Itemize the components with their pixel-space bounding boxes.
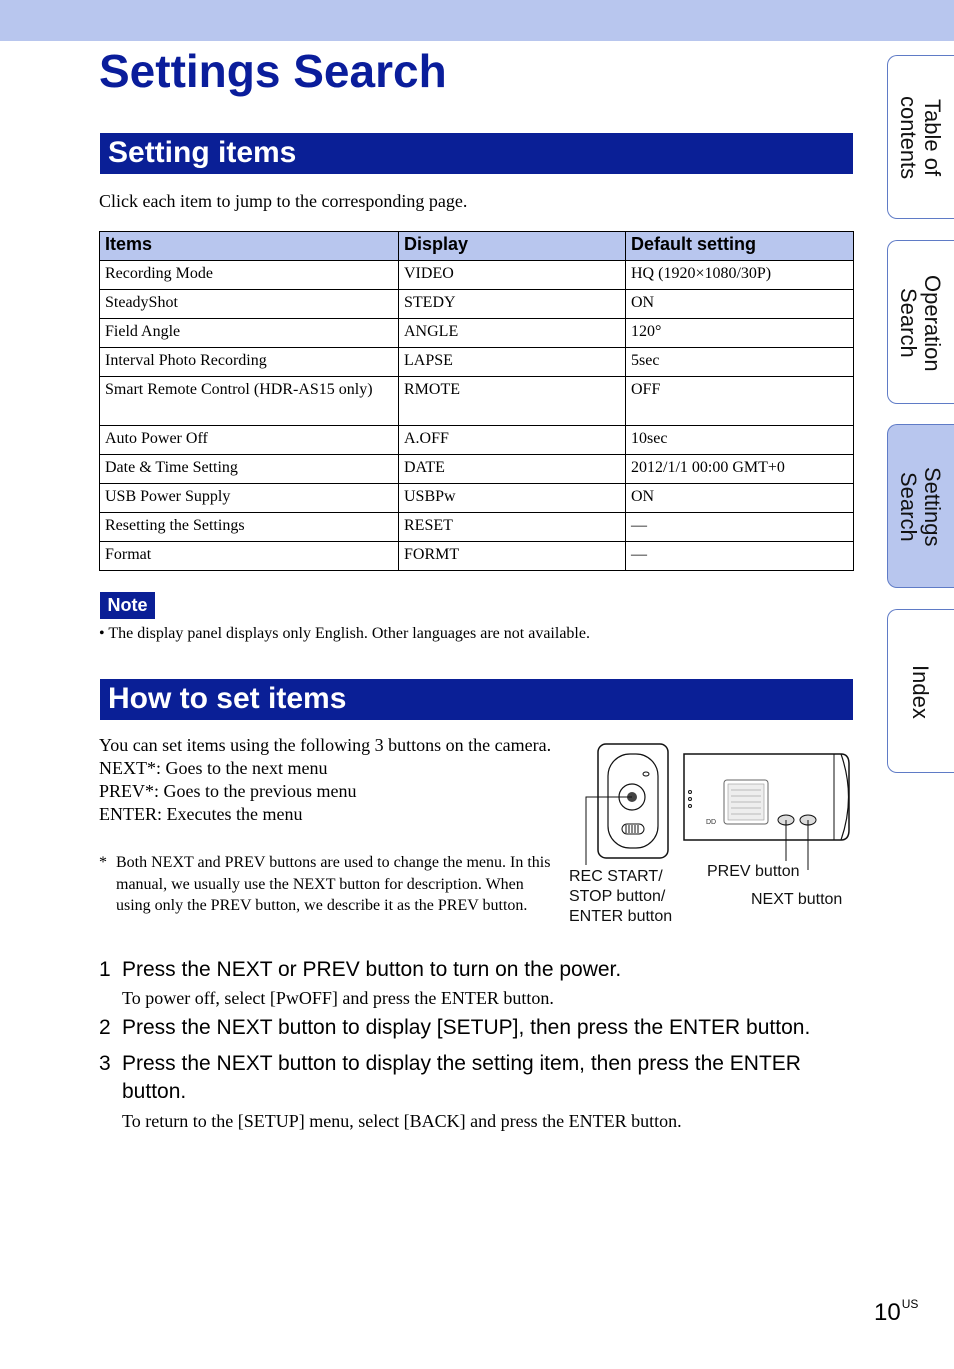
- page-title: Settings Search: [99, 45, 447, 97]
- item-cell[interactable]: Resetting the Settings: [100, 513, 399, 542]
- next-button-label: NEXT button: [751, 891, 843, 908]
- table-row[interactable]: [100, 290, 854, 319]
- step-1: [99, 956, 857, 984]
- rec-button-label-1: REC START/: [569, 868, 663, 885]
- intro-text: Click each item to jump to the corresponding page.: [99, 191, 468, 211]
- column-header-items: Items: [100, 232, 399, 261]
- step-number: 3: [99, 1052, 111, 1075]
- display-cell: A.OFF: [399, 426, 626, 455]
- item-cell[interactable]: USB Power Supply: [100, 484, 399, 513]
- table-row[interactable]: [100, 319, 854, 348]
- column-header-display: Display: [399, 232, 626, 261]
- default-cell: —: [626, 513, 854, 542]
- display-cell: FORMT: [399, 542, 626, 571]
- table-row[interactable]: [100, 513, 854, 542]
- column-header-default: Default setting: [626, 232, 854, 261]
- step-text: Press the NEXT button to display the setting item, then press the ENTER button.: [122, 1052, 801, 1103]
- item-cell[interactable]: SteadyShot: [100, 290, 399, 319]
- table-row[interactable]: [100, 377, 854, 426]
- default-cell: ON: [626, 290, 854, 319]
- item-cell[interactable]: Interval Photo Recording: [100, 348, 399, 377]
- tab-table-of-contents[interactable]: [887, 55, 954, 219]
- footnote: [99, 852, 559, 917]
- section-heading-setting-items: Setting items: [100, 133, 853, 174]
- default-cell: ON: [626, 484, 854, 513]
- top-header-bar: [0, 0, 954, 41]
- item-cell[interactable]: Date & Time Setting: [100, 455, 399, 484]
- item-cell[interactable]: Recording Mode: [100, 261, 399, 290]
- camera-diagram: [566, 740, 856, 930]
- item-cell[interactable]: Field Angle: [100, 319, 399, 348]
- display-cell: ANGLE: [399, 319, 626, 348]
- display-cell: RESET: [399, 513, 626, 542]
- rec-button-label-2: STOP button/: [569, 888, 666, 905]
- camera-illustration: [566, 740, 856, 870]
- display-cell: STEDY: [399, 290, 626, 319]
- note-text: • The display panel displays only English. Other languages are not available.: [99, 625, 590, 642]
- tab-label: Settings Search: [896, 467, 945, 547]
- how-to-line: PREV*: Goes to the previous menu: [99, 781, 357, 801]
- table-row[interactable]: [100, 484, 854, 513]
- tab-label: Table of contents: [896, 96, 945, 180]
- item-cell[interactable]: Format: [100, 542, 399, 571]
- page-number: [874, 1289, 918, 1328]
- step-3: [99, 1050, 857, 1106]
- default-cell: 5sec: [626, 348, 854, 377]
- step-2: [99, 1014, 857, 1042]
- step-text: Press the NEXT or PREV button to turn on the power.: [122, 958, 622, 981]
- default-cell: 10sec: [626, 426, 854, 455]
- tab-index[interactable]: [887, 609, 954, 773]
- default-cell: HQ (1920×1080/30P): [626, 261, 854, 290]
- how-to-body: [99, 734, 554, 826]
- display-cell: USBPw: [399, 484, 626, 513]
- footnote-text: Both NEXT and PREV buttons are used to change the menu. In this manual, we usually use the NEXT button for description. When using only the PREV button, we describe it as the PREV button.: [116, 854, 551, 914]
- default-cell: —: [626, 542, 854, 571]
- how-to-line: ENTER: Executes the menu: [99, 804, 303, 824]
- settings-table: [99, 231, 854, 571]
- display-cell: DATE: [399, 455, 626, 484]
- rec-button-label-3: ENTER button: [569, 908, 673, 925]
- step-number: 1: [99, 958, 111, 981]
- tab-operation-search[interactable]: [887, 240, 954, 404]
- item-cell[interactable]: Auto Power Off: [100, 426, 399, 455]
- tab-settings-search[interactable]: [887, 424, 954, 588]
- item-cell[interactable]: Smart Remote Control (HDR-AS15 only): [100, 377, 399, 426]
- display-cell: VIDEO: [399, 261, 626, 290]
- note-badge: Note: [100, 592, 155, 619]
- table-row[interactable]: [100, 348, 854, 377]
- step-text: Press the NEXT button to display [SETUP], then press the ENTER button.: [122, 1016, 811, 1039]
- table-row[interactable]: [100, 455, 854, 484]
- footnote-mark: *: [99, 854, 107, 871]
- table-row[interactable]: [100, 542, 854, 571]
- default-cell: 120°: [626, 319, 854, 348]
- step-1-detail: To power off, select [PwOFF] and press the ENTER button.: [122, 988, 554, 1008]
- prev-button-label: PREV button: [707, 863, 800, 880]
- default-cell: OFF: [626, 377, 854, 426]
- table-row[interactable]: [100, 426, 854, 455]
- tab-label: Index: [908, 665, 933, 719]
- tab-label: Operation Search: [896, 274, 945, 372]
- section-heading-how-to: How to set items: [100, 679, 853, 720]
- how-to-line: NEXT*: Goes to the next menu: [99, 758, 328, 778]
- svg-text:DD: DD: [706, 819, 717, 826]
- step-3-detail: To return to the [SETUP] menu, select [BACK] and press the ENTER button.: [122, 1111, 682, 1131]
- display-cell: LAPSE: [399, 348, 626, 377]
- table-row[interactable]: [100, 261, 854, 290]
- step-number: 2: [99, 1016, 111, 1039]
- table-header-row: [100, 232, 854, 261]
- page-number-suffix: US: [901, 1297, 919, 1311]
- display-cell: RMOTE: [399, 377, 626, 426]
- page-number-value: 10: [874, 1299, 901, 1326]
- how-to-line: You can set items using the following 3 buttons on the camera.: [99, 735, 552, 755]
- default-cell: 2012/1/1 00:00 GMT+0: [626, 455, 854, 484]
